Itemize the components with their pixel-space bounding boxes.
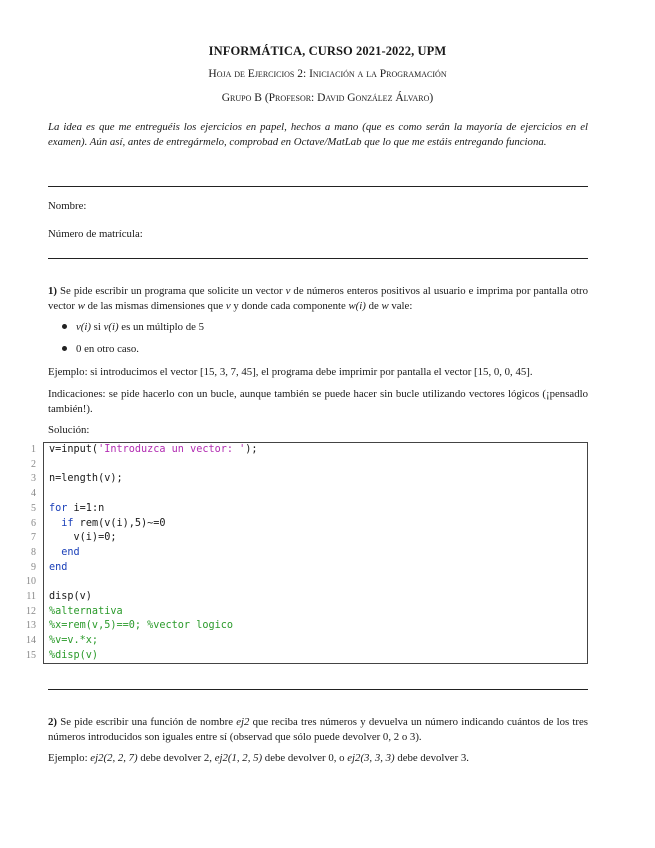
exercise1-example: Ejemplo: si introducimos el vector [15, 3, 7, 45], el programa debe imprimir por pantalla el vector [15, 0, 0, 45]. [48,366,533,378]
exercise1-statement: 1) Se pide escribir un programa que solicite un vector v de números enteros positivos al usuario e imprima por pantalla otro vector w de las mismas dimensiones que v y donde cada componente w(i) de w vale: [48,285,588,312]
code-line-1: v=input('Introduzca un vector: '); [49,444,258,455]
line-number: 14 [26,635,36,647]
document-subtitle: Hoja de Ejercicios 2: Iniciación a la Programación [208,68,447,80]
line-number: 13 [26,620,36,632]
solution-label: Solución: [48,424,90,436]
code-line-14: %v=v.*x; [49,635,99,647]
bullet-item-2: 0 en otro caso. [62,343,139,355]
document-title: INFORMÁTICA, CURSO 2021-2022, UPM [208,44,447,58]
divider-exercise2 [48,689,588,690]
line-number: 11 [26,591,36,602]
bullet-item-1: v(i) si v(i) es un múltiplo de 5 [62,321,204,333]
line-number: 7 [31,532,36,544]
code-line-11: disp(v) [49,591,92,602]
exercise2-number: 2) [48,716,57,728]
line-number: 2 [31,458,36,470]
group-line: Grupo B (Profesor: David González Álvaro) [221,92,434,104]
code-line-12: %alternativa [49,605,123,617]
exercise2-example: Ejemplo: ej2(2, 2, 7) debe devolver 2, ej2(1, 2, 5) debe devolver 0, o ej2(3, 3, 3) debe devolver 3. [48,752,469,764]
divider-form [48,258,588,259]
bullet-dot-icon [62,324,67,329]
exercise2-statement: 2) Se pide escribir una función de nombre ej2 que reciba tres números y devuelva un número indicando cuántos de los tres números introducidos son iguales entre sí (observad que sólo puede devolver 0, 2 o 3). [48,716,589,743]
code-line-6: if rem(v(i),5)~=0 [49,517,166,529]
line-number: 5 [31,502,36,514]
code-line-5: for i=1:n [49,502,105,514]
exercise1-hints: Indicaciones: se pide hacerlo con un bucle, aunque también se puede hacer sin bucle utilizando vectores lógicos (¡pensadlo también!). [48,388,588,415]
line-number: 6 [31,517,36,529]
line-number: 1 [31,444,36,455]
line-number: 3 [31,473,36,485]
code-line-13: %x=rem(v,5)==0; %vector logico [49,620,234,632]
name-label: Nombre: [48,200,87,212]
line-number: 15 [26,649,36,661]
line-number: 8 [31,546,36,558]
divider-top [48,186,588,187]
code-line-7: v(i)=0; [49,532,117,544]
bullet-dot-icon [62,346,67,351]
id-label: Número de matrícula: [48,228,143,240]
line-number: 9 [31,561,36,573]
code-line-8: end [49,546,80,558]
code-line-15: %disp(v) [49,649,99,661]
exercise1-number: 1) [48,285,57,297]
code-line-3: n=length(v); [49,473,123,485]
line-number: 10 [26,576,36,588]
line-number: 4 [31,488,36,500]
intro-paragraph: La idea es que me entreguéis los ejercicios en papel, hechos a mano (que es como serán la mayoría de ejercicios en el examen). Aún así, antes de entregármelo, comprobad en Octave/MatLab que lo que me estáis entregando funciona. [48,121,588,148]
line-number: 12 [26,605,36,617]
code-line-9: end [49,561,68,573]
